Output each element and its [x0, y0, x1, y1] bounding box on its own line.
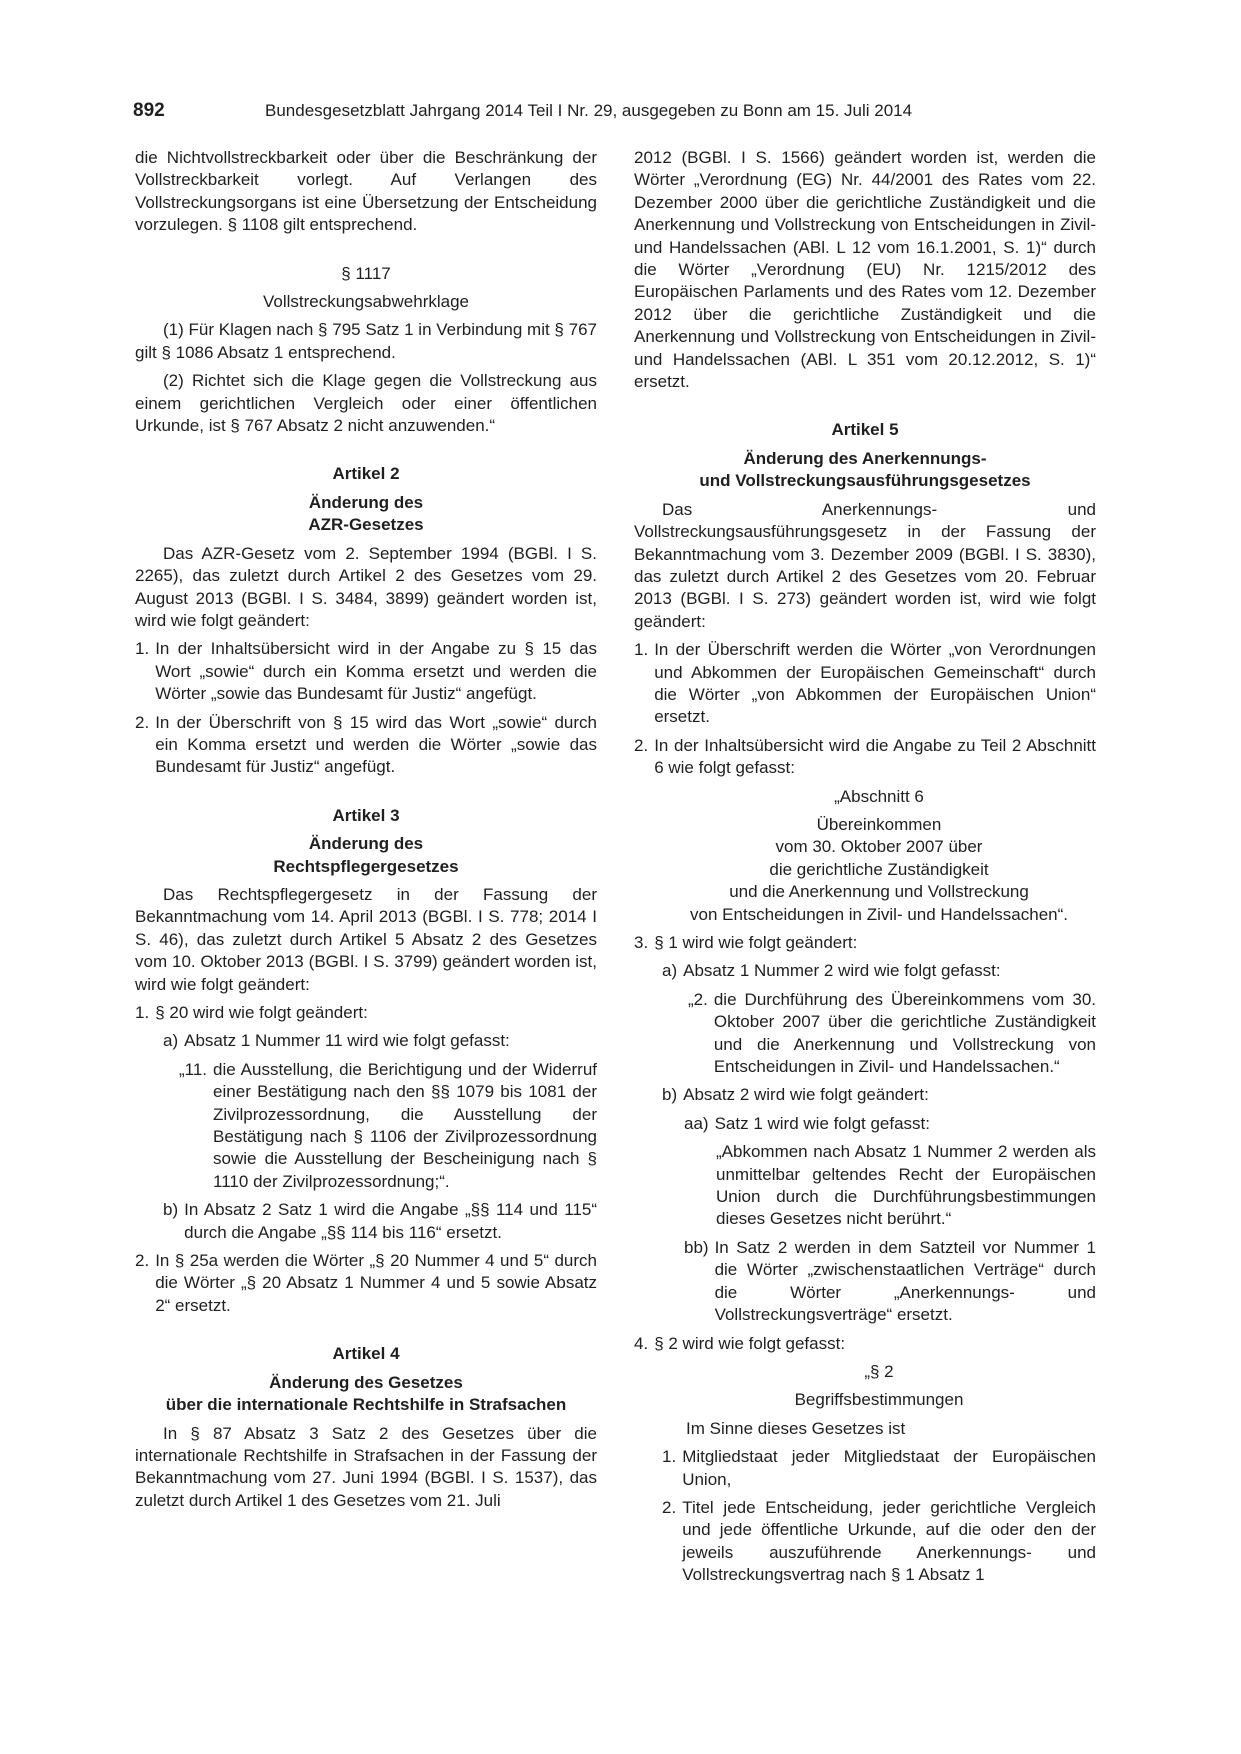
page-header — [133, 100, 1106, 130]
list-item — [634, 735, 1096, 780]
list-item — [684, 1113, 1096, 1135]
section-number: § 1117 — [341, 263, 391, 283]
list-item-number: 2. — [135, 1251, 150, 1271]
list-item — [135, 638, 597, 705]
list-item-text: § 20 wird wie folgt geändert: — [155, 1003, 368, 1022]
list-item-text: In § 25a werden die Wörter „§ 20 Nummer 4 und 5“ durch die Wörter „§ 20 Absatz 1 Nummer 4 und 5 sowie Absatz 2“ ersetzt. — [155, 1251, 597, 1315]
paragraph: In § 87 Absatz 3 Satz 2 des Gesetzes über die internationale Rechtshilfe in Strafsachen in der Fassung der Bekanntmachung vom 27. Juni 1994 (BGBl. I S. 1537), das zuletzt durch Artikel 1 des Gesetzes vom 21. Juli — [135, 1423, 597, 1510]
list-item-number: 1. — [135, 1003, 150, 1022]
list-item-text: Mitgliedstaat jeder Mitgliedstaat der Europäischen Union, — [682, 1447, 1096, 1489]
list-item-text: § 1 wird wie folgt geändert: — [654, 933, 858, 952]
list-item-text: Satz 1 wird wie folgt gefasst: — [714, 1113, 931, 1133]
article-heading: Artikel 3 — [332, 805, 400, 825]
page-number: 892 — [133, 100, 165, 121]
article-subtitle: über die internationale Rechtshilfe in Strafsachen — [165, 1395, 567, 1415]
list-item-letter: a) — [662, 961, 678, 981]
article-subtitle: AZR-Gesetzes — [308, 515, 424, 535]
list-item-text: In der Inhaltsübersicht wird die Angabe zu Teil 2 Abschnitt 6 wie folgt gefasst: — [654, 735, 1096, 778]
list-item-text: In der Überschrift werden die Wörter „von Verordnungen und Abkommen der Europäischen Gemeinschaft“ durch die Wörter „von Abkommen der Europäischen Union“ ersetzt. — [654, 640, 1096, 727]
list-item-text: In Satz 2 werden in dem Satzteil vor Nummer 1 die Wörter „zwischenstaatlichen Verträge“ durch die Wörter „Anerkennungs- und Vollstreckungsverträge“ ersetzt. — [714, 1237, 1096, 1325]
list-item-letter: b) — [163, 1200, 179, 1220]
list-item-number: 1. — [662, 1447, 677, 1467]
paragraph: die Nichtvollstreckbarkeit oder über die Beschränkung der Vollstreckbarkeit vorlegt. Auf Verlangen des Vollstreckungsorgans ist eine Übersetzung der Entscheidung vorzulegen. § 1108 gilt entsprechend. — [135, 148, 597, 235]
list-item — [634, 1333, 1096, 1355]
list-item-number: „2. — [688, 989, 708, 1009]
quoted-heading-block — [662, 786, 1096, 926]
list-item-number: 3. — [634, 933, 649, 952]
quoted-item — [688, 989, 1096, 1079]
list-item-text: § 2 wird wie folgt gefasst: — [654, 1333, 846, 1353]
article-heading: Artikel 2 — [332, 464, 400, 484]
article-heading: Artikel 5 — [831, 420, 899, 440]
list-item — [662, 1446, 1096, 1491]
list-item-text: Absatz 1 Nummer 11 wird wie folgt gefasst: — [184, 1031, 510, 1051]
list-item-number: 1. — [634, 640, 649, 660]
section-title: Vollstreckungsabwehrklage — [262, 292, 469, 312]
list-item — [135, 712, 597, 779]
list-item — [684, 1237, 1096, 1327]
list-item — [662, 1497, 1096, 1587]
list-item — [662, 960, 1096, 982]
quote-line: und die Anerkennung und Vollstreckung — [729, 882, 1029, 902]
paragraph: Das AZR-Gesetz vom 2. September 1994 (BGBl. I S. 2265), das zuletzt durch Artikel 2 des Gesetzes vom 29. August 2013 (BGBl. I S. 3484, 3899) geändert worden ist, wird wie folgt geändert: — [135, 543, 597, 630]
quoted-paragraph: „Abkommen nach Absatz 1 Nummer 2 werden als unmittelbar geltendes Recht der Europäischen Union durch die Durchführungsbestimmungen dieses Gesetzes nicht berührt.“ — [716, 1142, 1096, 1229]
paragraph: 2012 (BGBl. I S. 1566) geändert worden ist, werden die Wörter „Verordnung (EG) Nr. 44/2001 des Rates vom 22. Dezember 2000 über die gerichtliche Zuständigkeit und die Anerkennung und Vollstreckung von Entscheidungen in Zivil- und Handelssachen (ABl. L 12 vom 16.1.2001, S. 1)“ durch die Wörter „Verordnung (EU) Nr. 1215/2012 des Europäischen Parlaments und des Rates vom 12. Dezember 2012 über die gerichtliche Zuständigkeit und die Anerkennung und Vollstreckung von Entscheidungen in Zivil- und Handelssachen (ABl. L 351 vom 20.12.2012, S. 1)“ ersetzt. — [634, 148, 1096, 392]
list-item-letter: a) — [163, 1031, 179, 1051]
quote-line: die gerichtliche Zuständigkeit — [769, 859, 989, 879]
list-item-letter: b) — [662, 1085, 678, 1105]
paragraph: (1) Für Klagen nach § 795 Satz 1 in Verbindung mit § 767 gilt § 1086 Absatz 1 entsprechend. — [135, 320, 597, 362]
list-item-text: In Absatz 2 Satz 1 wird die Angabe „§§ 114 und 115“ durch die Angabe „§§ 114 bis 116“ ersetzt. — [184, 1200, 597, 1242]
paragraph: Im Sinne dieses Gesetzes ist — [686, 1418, 906, 1438]
left-column — [135, 147, 597, 1512]
right-column — [634, 147, 1096, 1587]
list-item-text: Absatz 1 Nummer 2 wird wie folgt gefasst: — [683, 961, 1001, 981]
article-subtitle: Änderung des — [308, 834, 424, 854]
list-item-text: Titel jede Entscheidung, jeder gerichtliche Vergleich und jede öffentliche Urkunde, auf die oder den der jeweils auszuführende Anerkennungs- und Vollstreckungsvertrag nach § 1 Absatz 1 — [682, 1497, 1096, 1585]
list-item-text: In der Überschrift von § 15 wird das Wort „sowie“ durch ein Komma ersetzt und werden die Wörter „sowie das Bundesamt für Justiz“ angefügt. — [155, 712, 597, 777]
article-subtitle: Änderung des — [308, 492, 424, 512]
list-item-letter: aa) — [684, 1113, 709, 1133]
list-item — [135, 1002, 597, 1024]
section-title: Begriffsbestimmungen — [794, 1390, 964, 1410]
article-subtitle: Änderung des Anerkennungs- — [743, 448, 987, 468]
list-item — [163, 1199, 597, 1244]
list-item — [634, 639, 1096, 729]
list-item-text: Absatz 2 wird wie folgt geändert: — [683, 1085, 929, 1105]
quote-line: Übereinkommen — [816, 814, 942, 834]
quote-line: vom 30. Oktober 2007 über — [775, 837, 983, 857]
list-item-letter: bb) — [684, 1237, 709, 1257]
quoted-item — [179, 1059, 597, 1193]
list-item-number: 2. — [662, 1497, 677, 1517]
paragraph: Das Rechtspflegergesetz in der Fassung der Bekanntmachung vom 14. April 2013 (BGBl. I S. 778; 2014 I S. 46), das zuletzt durch Artikel 5 Absatz 2 des Gesetzes vom 10. Oktober 2013 (BGBl. I S. 3799) geändert worden ist, wird wie folgt geändert: — [135, 884, 597, 994]
list-item-number: 2. — [634, 735, 649, 755]
article-heading: Artikel 4 — [332, 1344, 400, 1364]
paragraph: Das Anerkennungs- und Vollstreckungsausführungsgesetz in der Fassung der Bekanntmachung vom 3. Dezember 2009 (BGBl. I S. 3830), das zuletzt durch Artikel 2 des Gesetzes vom 20. Februar 2013 (BGBl. I S. 273) geändert worden ist, wird wie folgt geändert: — [634, 499, 1096, 631]
list-item — [163, 1030, 597, 1052]
article-subtitle: Änderung des Gesetzes — [269, 1372, 463, 1392]
list-item-number: 1. — [135, 639, 150, 659]
list-item-number: 2. — [135, 712, 150, 732]
list-item — [634, 932, 1096, 954]
paragraph: (2) Richtet sich die Klage gegen die Vollstreckung aus einem gerichtlichen Vergleich oder einer öffentlichen Urkunde, ist § 767 Absatz 2 nicht anzuwenden.“ — [135, 371, 597, 436]
list-item — [662, 1084, 1096, 1106]
list-item-number: „11. — [179, 1059, 208, 1079]
running-title: Bundesgesetzblatt Jahrgang 2014 Teil I Nr. 29, ausgegeben zu Bonn am 15. Juli 2014 — [265, 101, 913, 120]
quote-line: „Abschnitt 6 — [834, 786, 924, 806]
article-subtitle: und Vollstreckungsausführungsgesetzes — [699, 471, 1031, 491]
article-subtitle: Rechtspflegergesetzes — [273, 856, 459, 876]
list-item-text: die Durchführung des Übereinkommens vom 30. Oktober 2007 über die gerichtliche Zuständigkeit und die Anerkennung und Vollstreckung von Entscheidungen in Zivil- und Handelssachen.“ — [713, 989, 1096, 1077]
list-item — [135, 1250, 597, 1317]
list-item-text: die Ausstellung, die Berichtigung und der Widerruf einer Bestätigung nach den §§ 1079 bis 1081 der Zivilprozessordnung, die Ausstellung der Bestätigung nach § 1106 der Zivilprozessordnung sowie die Ausstellung der Bescheinigung nach § 1110 der Zivilprozessordnung;“. — [213, 1059, 597, 1191]
section-number: „§ 2 — [864, 1361, 894, 1381]
list-item-number: 4. — [634, 1333, 649, 1353]
list-item-text: In der Inhaltsübersicht wird in der Angabe zu § 15 das Wort „sowie“ durch ein Komma ersetzt und werden die Wörter „sowie das Bundesamt für Justiz“ angefügt. — [155, 639, 597, 704]
quote-line: von Entscheidungen in Zivil- und Handelssachen“. — [689, 904, 1068, 924]
